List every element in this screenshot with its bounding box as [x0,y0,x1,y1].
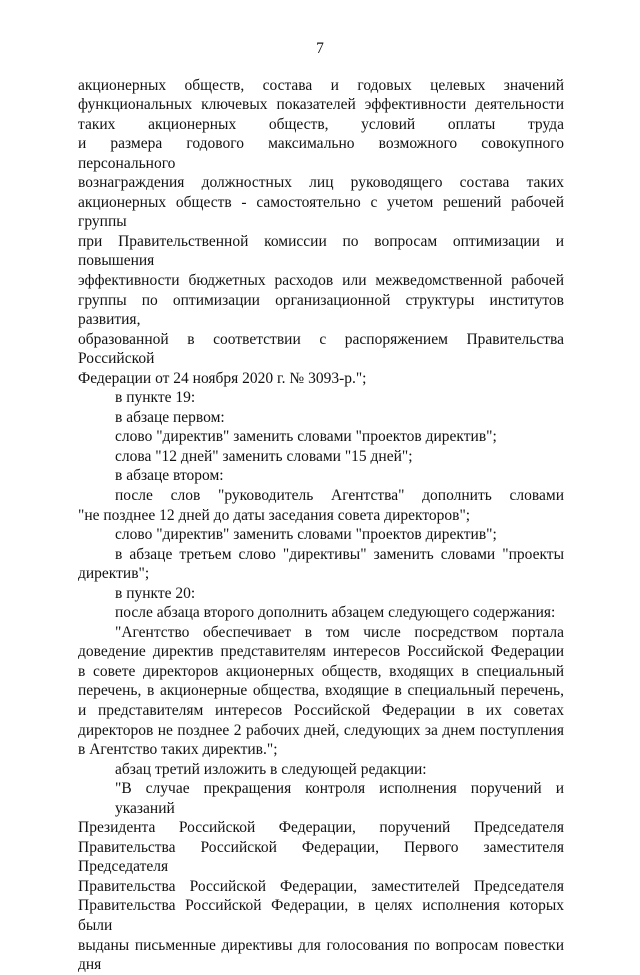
text-line: акционерных обществ - самостоятельно с учетом решений рабочей группы [78,193,564,231]
text-line: в абзаце третьем слово "директивы" заменить словами "проекты [115,545,564,563]
text-line: вознаграждения должностных лиц руководящего состава таких [78,174,564,192]
text-line: группы по оптимизации организационной структуры институтов развития, [78,291,564,329]
text-line: перечень, в акционерные общества, входящие в специальный перечень, [78,682,564,700]
text-line: после абзаца второго дополнить абзацем следующего содержания: [115,604,556,622]
text-line: в Агентство таких директив."; [78,741,278,759]
text-line: в абзаце первом: [115,408,225,426]
text-line: в совете директоров акционерных обществ, входящих в специальный [78,662,564,680]
text-line: Федерации от 24 ноября 2020 г. № 3093-р."; [78,369,367,387]
text-line: в пункте 20: [115,584,196,602]
text-line: доведение директив представителям интересов Российской Федерации [78,643,564,661]
page-number: 7 [316,40,324,57]
text-line: акционерных обществ, состава и годовых целевых значений [78,76,564,94]
text-line: Президента Российской Федерации, поручений Председателя [78,819,564,837]
text-line: абзац третий изложить в следующей редакции: [115,760,427,778]
text-line: в пункте 19: [115,389,196,407]
document-body [78,76,564,975]
text-line: Правительства Российской Федерации, Первого заместителя Председателя [78,838,564,876]
text-line: выданы письменные директивы для голосования по вопросам повестки дня [78,936,564,974]
text-line: при Правительственной комиссии по вопросам оптимизации и повышения [78,232,564,270]
text-line: Правительства Российской Федерации, в целях исполнения которых были [78,897,564,935]
text-line: и размера годового максимально возможного совокупного персонального [78,135,564,172]
text-line: после слов "руководитель Агентства" дополнить словами [115,486,564,504]
text-line: слово "директив" заменить словами "проектов директив"; [115,428,497,446]
text-line: Правительства Российской Федерации, заместителей Председателя [78,877,564,895]
text-line: "В случае прекращения контроля исполнения поручений и указаний [115,780,564,817]
text-line: и представителям интересов Российской Федерации в их советах [78,702,564,719]
text-line: слово "директив" заменить словами "проектов директив"; [115,526,497,544]
text-line: образованной в соответствии с распоряжением Правительства Российской [78,330,564,368]
text-line: "не позднее 12 дней до даты заседания совета директоров"; [78,506,471,524]
text-line: "Агентство обеспечивает в том числе посредством портала [115,623,564,641]
text-line: таких акционерных обществ, условий оплаты труда [78,115,564,133]
text-line: слова "12 дней" заменить словами "15 дней"; [115,447,413,465]
text-line: функциональных ключевых показателей эффективности деятельности [78,96,564,114]
text-line: директоров не позднее 2 рабочих дней, следующих за днем поступления [78,721,564,739]
text-line: эффективности бюджетных расходов или межведомственной рабочей [78,271,564,289]
text-line: в абзаце втором: [115,467,224,485]
text-line: директив"; [78,565,150,583]
